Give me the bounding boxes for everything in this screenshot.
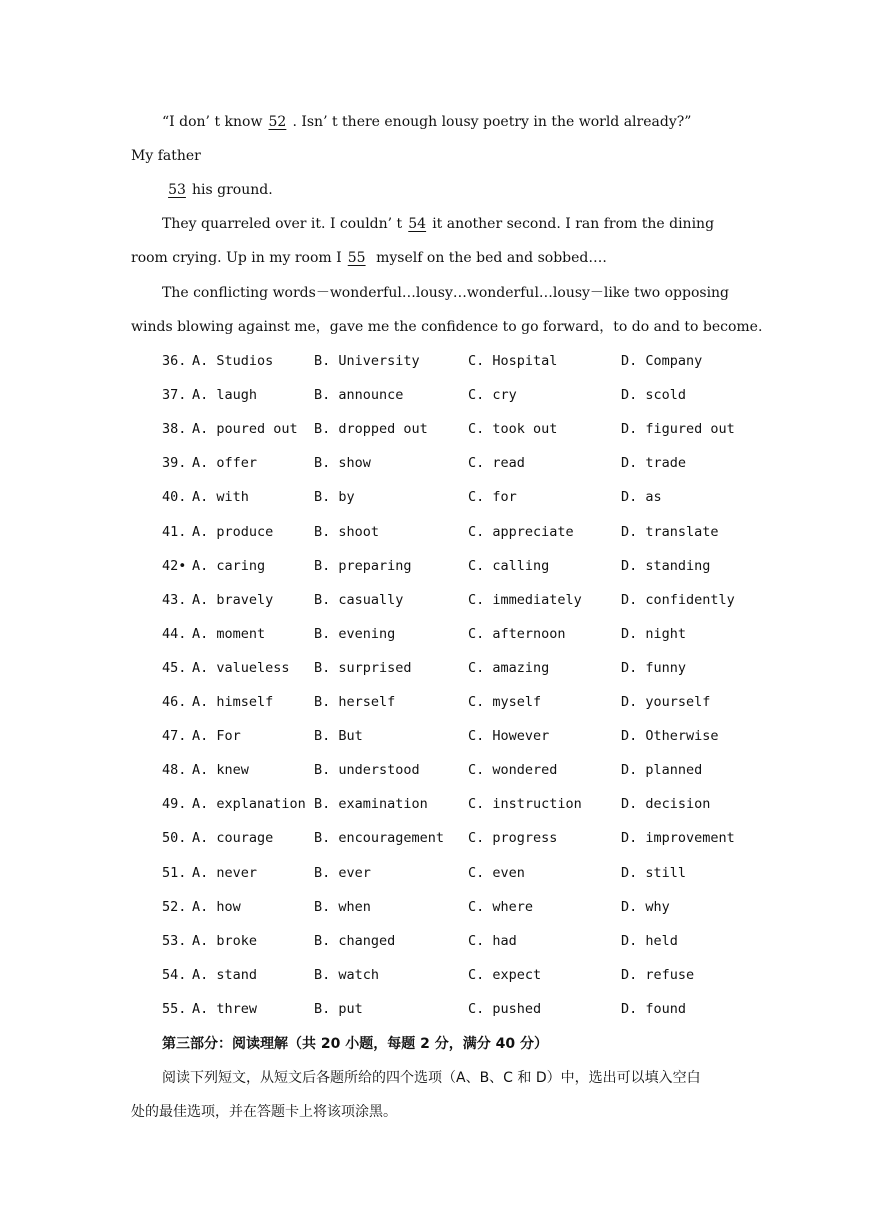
- passage-line-1: [162, 111, 782, 133]
- option-c: C. amazing: [468, 660, 550, 676]
- option-c: C. However: [468, 728, 550, 744]
- option-c: C. wondered: [468, 762, 558, 778]
- option-b: B. ever: [314, 865, 371, 881]
- passage-text: “I don’ t know: [162, 114, 263, 130]
- option-c: C. Hospital: [468, 353, 558, 369]
- option-c: C. appreciate: [468, 524, 574, 540]
- option-c: C. took out: [468, 421, 558, 437]
- option-a: A. knew: [192, 762, 249, 778]
- option-c: C. progress: [468, 830, 558, 846]
- option-a: A. explanation: [192, 796, 306, 812]
- option-b: B. dropped out: [314, 421, 428, 437]
- option-d: D. improvement: [621, 830, 735, 846]
- option-d: D. translate: [621, 524, 719, 540]
- option-c: C. instruction: [468, 796, 582, 812]
- option-d: D. confidently: [621, 592, 735, 608]
- passage-text: room crying. Up in my room I: [131, 250, 342, 266]
- option-d: D. figured out: [621, 421, 735, 437]
- option-c: C. for: [468, 489, 517, 505]
- option-b: B. changed: [314, 933, 396, 949]
- question-number: 49.: [162, 796, 187, 812]
- option-a: A. bravely: [192, 592, 274, 608]
- question-number: 44.: [162, 626, 187, 642]
- option-d: D. funny: [621, 660, 687, 676]
- option-b: B. examination: [314, 796, 428, 812]
- option-b: B. evening: [314, 626, 396, 642]
- option-d: D. still: [621, 865, 687, 881]
- question-number: 38.: [162, 421, 187, 437]
- option-b: B. encouragement: [314, 830, 445, 846]
- option-c: C. had: [468, 933, 517, 949]
- option-row: [162, 827, 762, 849]
- option-a: A. himself: [192, 694, 274, 710]
- option-row: [162, 657, 762, 679]
- option-a: A. poured out: [192, 421, 298, 437]
- option-d: D. held: [621, 933, 678, 949]
- option-b: B. herself: [314, 694, 396, 710]
- option-a: A. broke: [192, 933, 258, 949]
- passage-line-2: [131, 145, 751, 167]
- option-row: [162, 555, 762, 577]
- option-row: [162, 725, 762, 747]
- option-c: C. pushed: [468, 1001, 542, 1017]
- passage-line-3: [162, 179, 782, 201]
- option-c: C. cry: [468, 387, 517, 403]
- option-b: B. understood: [314, 762, 420, 778]
- option-b: B. show: [314, 455, 371, 471]
- option-a: A. laugh: [192, 387, 258, 403]
- option-a: A. courage: [192, 830, 274, 846]
- option-row: [162, 623, 762, 645]
- option-d: D. night: [621, 626, 687, 642]
- question-number: 43.: [162, 592, 187, 608]
- question-number: 50.: [162, 830, 187, 846]
- question-number: 36.: [162, 353, 187, 369]
- option-d: D. planned: [621, 762, 703, 778]
- option-row: [162, 759, 762, 781]
- instruction-line-1: 阅读下列短文，从短文后各题所给的四个选项（A、B、C 和 D）中，选出可以填入空白: [162, 1070, 701, 1086]
- option-row: [162, 418, 762, 440]
- passage-line-7: [131, 316, 763, 338]
- passage-text: his ground.: [192, 182, 273, 198]
- option-row: [162, 486, 762, 508]
- instruction-line-2: 处的最佳选项，并在答题卡上将该项涂黑。: [131, 1104, 397, 1120]
- option-row: [162, 998, 762, 1020]
- option-a: A. Studios: [192, 353, 274, 369]
- section-title: 第三部分：阅读理解（共 20 小题，每题 2 分，满分 40 分）: [162, 1036, 548, 1052]
- question-number: 55.: [162, 1001, 187, 1017]
- option-a: A. how: [192, 899, 241, 915]
- option-b: B. casually: [314, 592, 404, 608]
- passage-line-5: [131, 247, 751, 269]
- option-b: B. when: [314, 899, 371, 915]
- option-c: C. afternoon: [468, 626, 566, 642]
- option-d: D. yourself: [621, 694, 711, 710]
- option-c: C. expect: [468, 967, 542, 983]
- blank-53: 53: [168, 182, 186, 198]
- option-a: A. caring: [192, 558, 266, 574]
- option-row: [162, 930, 762, 952]
- passage-text: My father: [131, 148, 201, 164]
- option-d: D. found: [621, 1001, 687, 1017]
- option-row: [162, 964, 762, 986]
- option-c: C. calling: [468, 558, 550, 574]
- option-d: D. decision: [621, 796, 711, 812]
- question-number: 54.: [162, 967, 187, 983]
- passage-text: it another second. I ran from the dining: [432, 216, 715, 232]
- option-c: C. immediately: [468, 592, 582, 608]
- passage-text: The conflicting words－wonderful…lousy…wonderful…lousy－like two opposing: [162, 285, 730, 301]
- option-d: D. trade: [621, 455, 687, 471]
- option-a: A. produce: [192, 524, 274, 540]
- option-row: [162, 589, 762, 611]
- option-a: A. moment: [192, 626, 266, 642]
- option-c: C. even: [468, 865, 525, 881]
- question-number: 46.: [162, 694, 187, 710]
- option-d: D. scold: [621, 387, 687, 403]
- option-a: A. stand: [192, 967, 258, 983]
- question-number: 45.: [162, 660, 187, 676]
- option-a: A. with: [192, 489, 249, 505]
- option-b: B. watch: [314, 967, 380, 983]
- question-number: 37.: [162, 387, 187, 403]
- option-row: [162, 521, 762, 543]
- question-number: 47.: [162, 728, 187, 744]
- passage-text: They quarreled over it. I couldn’ t: [162, 216, 403, 232]
- option-row: [162, 384, 762, 406]
- question-number: 48.: [162, 762, 187, 778]
- option-d: D. Otherwise: [621, 728, 719, 744]
- option-row: [162, 350, 762, 372]
- option-row: [162, 452, 762, 474]
- option-row: [162, 862, 762, 884]
- option-d: D. Company: [621, 353, 703, 369]
- question-number: 39.: [162, 455, 187, 471]
- option-b: B. announce: [314, 387, 404, 403]
- option-b: B. preparing: [314, 558, 412, 574]
- option-row: [162, 896, 762, 918]
- option-d: D. refuse: [621, 967, 695, 983]
- option-row: [162, 793, 762, 815]
- option-a: A. valueless: [192, 660, 290, 676]
- option-a: A. threw: [192, 1001, 258, 1017]
- question-number: 42•: [162, 558, 187, 574]
- question-number: 41.: [162, 524, 187, 540]
- option-b: B. put: [314, 1001, 363, 1017]
- option-d: D. standing: [621, 558, 711, 574]
- option-c: C. where: [468, 899, 534, 915]
- passage-text: . Isn’ t there enough lousy poetry in the world already?”: [292, 114, 692, 130]
- option-c: C. myself: [468, 694, 542, 710]
- option-b: B. surprised: [314, 660, 412, 676]
- option-b: B. by: [314, 489, 355, 505]
- option-a: A. never: [192, 865, 258, 881]
- passage-text: myself on the bed and sobbed….: [376, 250, 607, 266]
- option-b: B. University: [314, 353, 420, 369]
- option-row: [162, 691, 762, 713]
- question-number: 51.: [162, 865, 187, 881]
- option-b: B. shoot: [314, 524, 380, 540]
- option-b: B. But: [314, 728, 363, 744]
- blank-52: 52: [268, 114, 287, 130]
- passage-text: winds blowing against me，gave me the confidence to go forward，to do and to become.: [131, 319, 763, 335]
- option-c: C. read: [468, 455, 525, 471]
- option-a: A. offer: [192, 455, 258, 471]
- question-number: 40.: [162, 489, 187, 505]
- option-d: D. as: [621, 489, 662, 505]
- blank-54: 54: [408, 216, 427, 232]
- question-number: 53.: [162, 933, 187, 949]
- option-a: A. For: [192, 728, 241, 744]
- blank-55: 55: [347, 250, 366, 266]
- option-d: D. why: [621, 899, 670, 915]
- question-number: 52.: [162, 899, 187, 915]
- passage-line-6: [162, 282, 782, 304]
- passage-line-4: [162, 213, 782, 235]
